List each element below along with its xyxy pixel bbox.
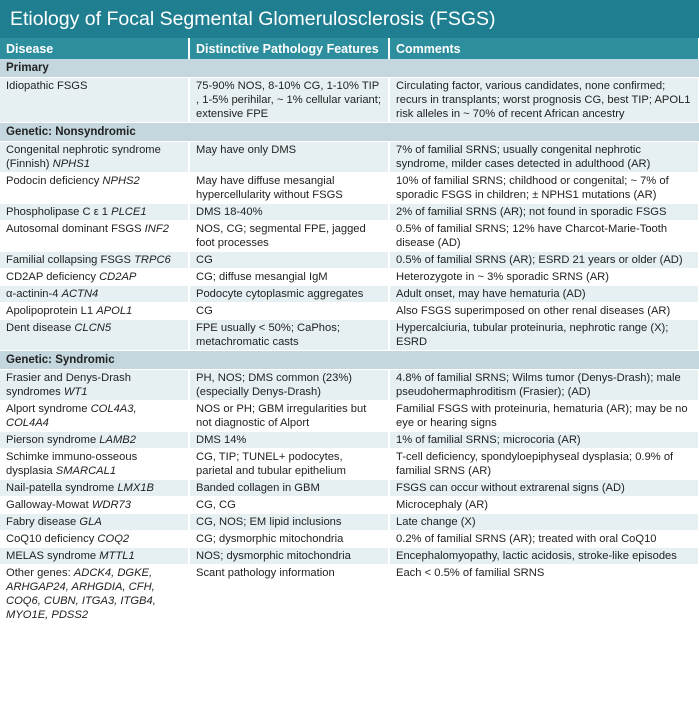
disease-name: CoQ10 deficiency [6, 533, 95, 545]
comments-cell: 4.8% of familial SRNS; Wilms tumor (Denys-Drash); male pseudohermaphroditism (Frasier); (AD) [389, 370, 699, 401]
pathology-cell: FPE usually < 50%; CaPhos; metachromatic casts [189, 320, 389, 351]
section-row [0, 351, 699, 370]
table-row [0, 432, 699, 449]
table-row [0, 78, 699, 123]
pathology-cell: CG [189, 303, 389, 320]
disease-cell [0, 320, 189, 351]
gene-name: SMARCAL1 [55, 465, 117, 477]
gene-name: PLCE1 [111, 206, 147, 218]
disease-name: Congenital nephrotic syndrome (Finnish) [6, 144, 161, 170]
disease-name: Galloway-Mowat [6, 499, 89, 511]
disease-name: Fabry disease [6, 516, 77, 528]
disease-name: Phospholipase C ε 1 [6, 206, 109, 218]
disease-name: Schimke immuno-osseous dysplasia [6, 451, 138, 477]
table-body [0, 59, 699, 624]
disease-cell [0, 432, 189, 449]
table-row [0, 514, 699, 531]
pathology-cell: CG, TIP; TUNEL+ podocytes, parietal and tubular epithelium [189, 449, 389, 480]
disease-name: Autosomal dominant FSGS [6, 223, 142, 235]
comments-cell: Familial FSGS with proteinuria, hematuria (AR); may be no eye or hearing signs [389, 401, 699, 432]
disease-cell [0, 286, 189, 303]
section-row [0, 59, 699, 78]
table-row [0, 401, 699, 432]
gene-name: INF2 [144, 223, 169, 235]
comments-cell: T-cell deficiency, spondyloepiphyseal dysplasia; 0.9% of familial SRNS (AR) [389, 449, 699, 480]
pathology-cell: CG [189, 252, 389, 269]
disease-cell [0, 269, 189, 286]
comments-cell: 10% of familial SRNS; childhood or congenital; ~ 7% of sporadic FSGS in children; ± NPHS1 mutations (AR) [389, 173, 699, 204]
comments-cell: 0.5% of familial SRNS (AR); ESRD 21 years or older (AD) [389, 252, 699, 269]
table-row [0, 497, 699, 514]
gene-name: NPHS1 [52, 158, 90, 170]
comments-cell: Late change (X) [389, 514, 699, 531]
disease-name: Frasier and Denys-Drash syndromes [6, 372, 131, 398]
disease-cell [0, 370, 189, 401]
section-label: Primary [0, 59, 699, 78]
gene-name: WDR73 [91, 499, 131, 511]
disease-name: Pierson syndrome [6, 434, 97, 446]
section-row [0, 123, 699, 142]
disease-name: Familial collapsing FSGS [6, 254, 131, 266]
comments-cell: Adult onset, may have hematuria (AD) [389, 286, 699, 303]
comments-cell: 0.5% of familial SRNS; 12% have Charcot-Marie-Tooth disease (AD) [389, 221, 699, 252]
pathology-cell: CG; dysmorphic mitochondria [189, 531, 389, 548]
comments-cell: FSGS can occur without extrarenal signs (AD) [389, 480, 699, 497]
disease-name: Idiopathic FSGS [6, 80, 88, 92]
disease-cell [0, 303, 189, 320]
table-row [0, 480, 699, 497]
disease-name: MELAS syndrome [6, 550, 97, 562]
table-row [0, 269, 699, 286]
gene-name: TRPC6 [134, 254, 171, 266]
comments-cell: 1% of familial SRNS; microcoria (AR) [389, 432, 699, 449]
fsgs-table [0, 38, 699, 624]
pathology-cell: NOS or PH; GBM irregularities but not diagnostic of Alport [189, 401, 389, 432]
table-row [0, 370, 699, 401]
column-header-pathology: Distinctive Pathology Features [189, 38, 389, 59]
page-title: Etiology of Focal Segmental Glomerulosclerosis (FSGS) [0, 0, 699, 38]
table-row [0, 303, 699, 320]
disease-cell [0, 173, 189, 204]
column-header-comments: Comments [389, 38, 699, 59]
disease-cell [0, 221, 189, 252]
comments-cell: Encephalomyopathy, lactic acidosis, stroke-like episodes [389, 548, 699, 565]
column-header-disease: Disease [0, 38, 189, 59]
table-row [0, 531, 699, 548]
pathology-cell: May have only DMS [189, 142, 389, 173]
disease-cell [0, 480, 189, 497]
gene-name: CD2AP [99, 271, 137, 283]
comments-cell: Heterozygote in ~ 3% sporadic SRNS (AR) [389, 269, 699, 286]
comments-cell: 7% of familial SRNS; usually congenital nephrotic syndrome, milder cases detected in adulthood (AR) [389, 142, 699, 173]
gene-name: WT1 [63, 386, 88, 398]
table-row [0, 221, 699, 252]
gene-name: CLCN5 [74, 322, 112, 334]
disease-cell [0, 401, 189, 432]
header-row [0, 38, 699, 59]
disease-cell [0, 514, 189, 531]
section-label: Genetic: Syndromic [0, 351, 699, 370]
table-row [0, 320, 699, 351]
gene-name: APOL1 [96, 305, 133, 317]
disease-cell [0, 142, 189, 173]
disease-cell [0, 449, 189, 480]
gene-name: COQ2 [97, 533, 130, 545]
table-row [0, 142, 699, 173]
comments-cell: Circulating factor, various candidates, none confirmed; recurs in transplants; worst prognosis CG, best TIP; APOL1 risk alleles in ~ 70% of recent African ancestry [389, 78, 699, 123]
table-row [0, 565, 699, 624]
pathology-cell: CG, CG [189, 497, 389, 514]
comments-cell: Also FSGS superimposed on other renal diseases (AR) [389, 303, 699, 320]
pathology-cell: May have diffuse mesangial hypercellularity without FSGS [189, 173, 389, 204]
gene-name: ADCK4, DGKE, ARHGAP24, ARHGDIA, CFH, COQ6, CUBN, ITGA3, ITGB4, MYO1E, PDSS2 [6, 567, 156, 621]
pathology-cell: CG; diffuse mesangial IgM [189, 269, 389, 286]
section-label: Genetic: Nonsyndromic [0, 123, 699, 142]
pathology-cell: Podocyte cytoplasmic aggregates [189, 286, 389, 303]
table-row [0, 286, 699, 303]
pathology-cell: NOS; dysmorphic mitochondria [189, 548, 389, 565]
table-row [0, 173, 699, 204]
gene-name: LAMB2 [99, 434, 136, 446]
comments-cell: Each < 0.5% of familial SRNS [389, 565, 699, 624]
pathology-cell: Banded collagen in GBM [189, 480, 389, 497]
disease-cell [0, 78, 189, 123]
disease-name: Alport syndrome [6, 403, 88, 415]
gene-name: LMX1B [117, 482, 154, 494]
comments-cell: 2% of familial SRNS (AR); not found in sporadic FSGS [389, 204, 699, 221]
table-row [0, 204, 699, 221]
pathology-cell: NOS, CG; segmental FPE, jagged foot processes [189, 221, 389, 252]
disease-cell [0, 204, 189, 221]
pathology-cell: Scant pathology information [189, 565, 389, 624]
comments-cell: Hypercalciuria, tubular proteinuria, nephrotic range (X); ESRD [389, 320, 699, 351]
disease-name: α-actinin-4 [6, 288, 59, 300]
disease-cell [0, 497, 189, 514]
disease-name: Podocin deficiency [6, 175, 100, 187]
gene-name: ACTN4 [61, 288, 99, 300]
disease-name: CD2AP deficiency [6, 271, 96, 283]
disease-name: Dent disease [6, 322, 72, 334]
table-row [0, 548, 699, 565]
table-row [0, 252, 699, 269]
comments-cell: Microcephaly (AR) [389, 497, 699, 514]
gene-name: COL4A3, COL4A4 [6, 403, 137, 429]
disease-cell [0, 548, 189, 565]
gene-name: NPHS2 [102, 175, 140, 187]
table-row [0, 449, 699, 480]
pathology-cell: DMS 18-40% [189, 204, 389, 221]
gene-name: GLA [79, 516, 102, 528]
comments-cell: 0.2% of familial SRNS (AR); treated with oral CoQ10 [389, 531, 699, 548]
pathology-cell: 75-90% NOS, 8-10% CG, 1-10% TIP , 1-5% perihilar, ~ 1% cellular variant; extensive FPE [189, 78, 389, 123]
disease-cell [0, 252, 189, 269]
disease-name: Apolipoprotein L1 [6, 305, 94, 317]
pathology-cell: PH, NOS; DMS common (23%) (especially Denys-Drash) [189, 370, 389, 401]
disease-cell [0, 531, 189, 548]
disease-name: Nail-patella syndrome [6, 482, 115, 494]
disease-cell [0, 565, 189, 624]
gene-name: MTTL1 [99, 550, 135, 562]
pathology-cell: CG, NOS; EM lipid inclusions [189, 514, 389, 531]
disease-name: Other genes: [6, 567, 71, 579]
pathology-cell: DMS 14% [189, 432, 389, 449]
